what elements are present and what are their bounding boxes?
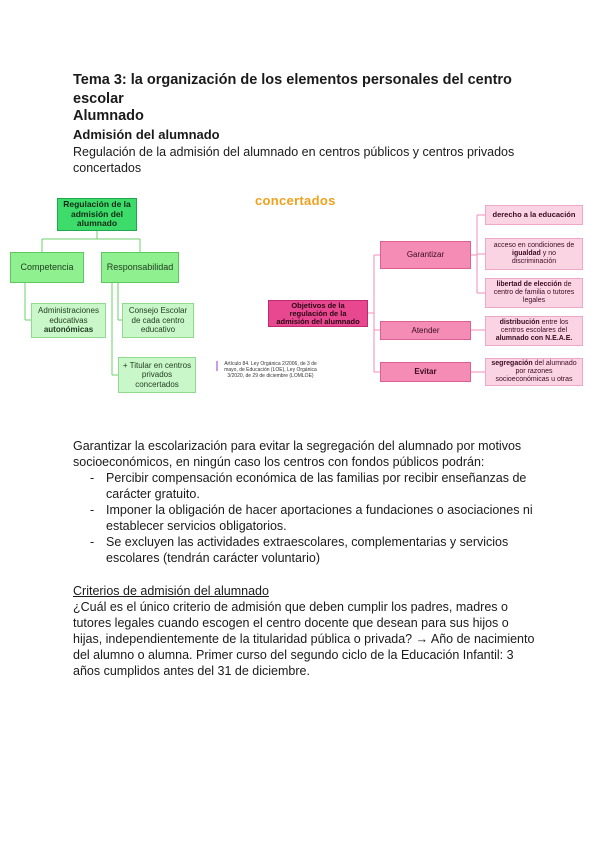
- criterios-paragraph: ¿Cuál es el único criterio de admisión que deben cumplir los padres, madres o tutores legales cuando escogen el centro docente que desean para sus hijos o hijas, independientemente de la titularidad pública o privada? → Año de nacimiento del alumno o alumna. Primer curso del segundo ciclo de la Educación Infantil: 3 años cumplidos antes del 31 de diciembre.: [73, 600, 535, 678]
- consejo-escolar-box: Consejo Escolar de cada centro educativo: [122, 303, 194, 338]
- responsabilidad-box: Responsabilidad: [101, 252, 179, 283]
- evitar-box: Evitar: [380, 362, 471, 382]
- restrictions-list: [73, 470, 543, 566]
- garantizar-box: Garantizar: [380, 241, 471, 269]
- titular-box: + Titular en centros privados concertados: [118, 357, 196, 393]
- segregacion-box: segregación del alumnado por razones socioeconómicas u otras: [485, 358, 583, 386]
- list-item: - Se excluyen las actividades extraescolares, complementarias y servicios escolares (tendrán carácter voluntario): [90, 535, 509, 565]
- derecho-educacion-box: derecho a la educación: [485, 205, 583, 225]
- list-item: - Imponer la obligación de hacer aportaciones a fundaciones o asociaciones ni establecer servicios obligatorios.: [90, 503, 533, 533]
- section-heading: Alumnado: [73, 108, 144, 124]
- distribucion-neae-box: distribución entre los centros escolares del alumnado con N.E.A.E.: [485, 316, 583, 346]
- legal-reference-note: Artículo 84. Ley Orgánica 2/2006, de 3 de mayo, de Educación (LOE), Ley Orgánica 3/2020, de 29 de diciembre (LOMLOE): [224, 361, 317, 379]
- garantizar-paragraph: Garantizar la escolarización para evitar la segregación del alumnado por motivos socioeconómicos, en ningún caso los centros con fondos públicos podrán:: [73, 439, 522, 469]
- page-title: Tema 3: la organización de los elementos personales del centro escolar: [73, 72, 512, 107]
- competencia-box: Competencia: [10, 252, 84, 283]
- list-item: - Percibir compensación económica de las familias por recibir enseñanzas de carácter gratuito.: [90, 471, 527, 501]
- administraciones-box: Administraciones educativas autonómicas: [31, 303, 106, 338]
- atender-box: Atender: [380, 321, 471, 340]
- acceso-igualdad-box: acceso en condiciones de igualdad y no discriminación: [485, 238, 583, 270]
- criterios-heading: Criterios de admisión del alumnado: [73, 584, 269, 598]
- intro-paragraph: Regulación de la admisión del alumnado en centros públicos y centros privados concertados: [73, 145, 515, 175]
- regulation-root-box: Regulación de la admisión del alumnado: [57, 198, 137, 231]
- objetivos-root-box: Objetivos de la regulación de la admisión del alumnado: [268, 300, 368, 327]
- admission-diagram: [0, 185, 600, 400]
- subsection-heading: Admisión del alumnado: [73, 127, 220, 142]
- diagram-floating-title: concertados: [255, 193, 336, 208]
- libertad-eleccion-box: libertad de elección de centro de familia o tutores legales: [485, 278, 583, 308]
